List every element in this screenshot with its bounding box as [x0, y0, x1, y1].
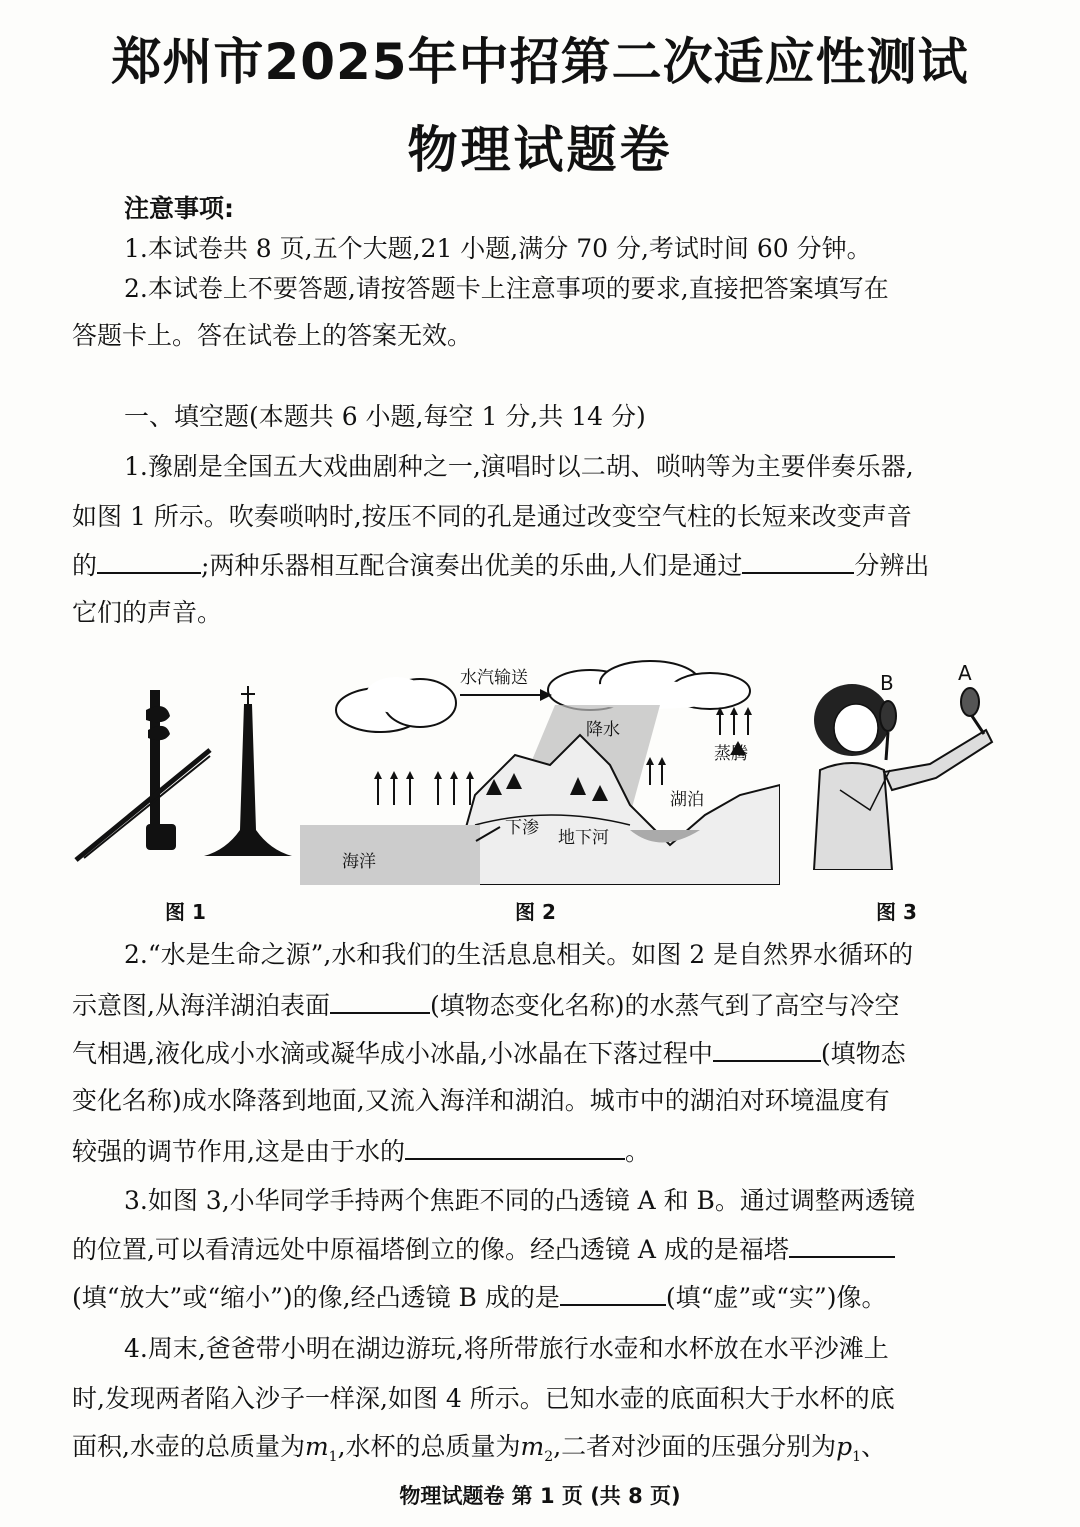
- q1-text-b: ;两种乐器相互配合演奏出优美的乐曲,人们是通过: [201, 551, 743, 580]
- q2-blank-2[interactable]: [713, 1036, 821, 1062]
- notice-item-1: 1.本试卷共 8 页,五个大题,21 小题,满分 70 分,考试时间 60 分钟。: [124, 234, 872, 263]
- q2-blank-1[interactable]: [330, 988, 430, 1014]
- q4-line-2: 时,发现两者陷入沙子一样深,如图 4 所示。已知水壶的底面积大于水杯的底: [72, 1384, 895, 1413]
- notice-item-2-cont: 答题卡上。答在试卷上的答案无效。: [72, 321, 473, 350]
- erhu-icon: [76, 690, 210, 860]
- evap-arrows-sea: [378, 777, 470, 805]
- q4-line-1: 4.周末,爸爸带小明在湖边游玩,将所带旅行水壶和水杯放在水平沙滩上: [124, 1334, 889, 1363]
- fig2-label-lake: 湖泊: [670, 790, 704, 810]
- q4-var-m2-sub: 2: [544, 1449, 554, 1465]
- figure-1-caption: 图 1: [165, 900, 206, 924]
- q4-var-m1: m: [304, 1432, 329, 1461]
- q3-blank-2[interactable]: [560, 1280, 666, 1306]
- figure-3-lenses: [800, 660, 1010, 870]
- q3-blank-1[interactable]: [789, 1232, 895, 1258]
- fig2-label-evaporation: 蒸腾: [714, 744, 748, 764]
- q2-text-d: (填物态: [820, 1039, 906, 1068]
- q4-var-p1-sub: 1: [852, 1449, 862, 1465]
- q1-line-3: [72, 548, 1008, 583]
- figure-2-water-cycle: [300, 655, 780, 885]
- q3-text-c: (填“虚”或“实”)像。: [665, 1283, 887, 1312]
- q1-blank-1[interactable]: [97, 548, 201, 574]
- q1-text-c: 分辨出: [854, 551, 930, 580]
- q2-text-b: (填物态变化名称)的水蒸气到了高空与冷空: [429, 991, 900, 1020]
- q2-text-a: 示意图,从海洋湖泊表面: [72, 991, 330, 1020]
- q3-line-3: [72, 1280, 1008, 1315]
- q4-text-c: ,二者对沙面的压强分别为: [553, 1432, 837, 1461]
- notice-heading: 注意事项:: [124, 194, 234, 223]
- q4-text-a: 面积,水壶的总质量为: [72, 1432, 305, 1461]
- q2-blank-3[interactable]: [405, 1134, 625, 1160]
- q4-var-p1: p: [836, 1432, 853, 1461]
- figure-1-instruments: [70, 680, 300, 870]
- q2-line-4: 变化名称)成水降落到地面,又流入海洋和湖泊。城市中的湖泊对环境温度有: [72, 1086, 890, 1115]
- q3-text-b: (填“放大”或“缩小”)的像,经凸透镜 B 成的是: [72, 1283, 560, 1312]
- figure-2-caption: 图 2: [515, 900, 556, 924]
- figure-3-caption: 图 3: [876, 900, 917, 924]
- ocean-area: [300, 825, 480, 885]
- q1-line-1: 1.豫剧是全国五大戏曲剧种之一,演唱时以二胡、唢呐等为主要伴奏乐器,: [124, 452, 914, 481]
- fig2-label-vapor: 水汽输送: [460, 668, 528, 688]
- fig2-label-precip: 降水: [586, 720, 620, 740]
- notice-item-2: 2.本试卷上不要答题,请按答题卡上注意事项的要求,直接把答案填写在: [124, 274, 889, 303]
- q1-line-4: 它们的声音。: [72, 598, 223, 627]
- q2-text-e: 较强的调节作用,这是由于水的: [72, 1137, 405, 1166]
- q2-line-1: 2.“水是生命之源”,水和我们的生活息息相关。如图 2 是自然界水循环的: [124, 940, 914, 969]
- page-footer: 物理试题卷 第 1 页 (共 8 页): [399, 1484, 681, 1508]
- q2-line-5: [72, 1134, 1008, 1169]
- q3-line-2: [72, 1232, 1008, 1267]
- fig3-label-b: B: [880, 671, 894, 695]
- exam-title: 郑州市2025年中招第二次适应性测试: [111, 33, 969, 91]
- lens-a-icon: [961, 688, 984, 734]
- q2-text-f: 。: [624, 1137, 650, 1166]
- q4-var-m2: m: [520, 1432, 545, 1461]
- suona-icon: [204, 686, 292, 856]
- q2-line-2: [72, 988, 1008, 1023]
- fig2-label-ocean: 海洋: [342, 852, 376, 872]
- cloud-left-icon: [336, 677, 456, 732]
- q2-line-3: [72, 1036, 1008, 1071]
- q2-text-c: 气相遇,液化成小水滴或凝华成小冰晶,小冰晶在下落过程中: [72, 1039, 713, 1068]
- q4-line-3: [72, 1430, 1008, 1474]
- section-1-heading: 一、填空题(本题共 6 小题,每空 1 分,共 14 分): [124, 402, 646, 431]
- fig3-label-a: A: [958, 661, 972, 685]
- fig2-label-seepage: 下渗: [505, 818, 539, 838]
- q4-text-b: ,水杯的总质量为: [337, 1432, 521, 1461]
- q4-text-d: 、: [861, 1432, 887, 1461]
- exam-subtitle: 物理试题卷: [407, 121, 673, 179]
- q1-text-a: 的: [72, 551, 98, 580]
- q1-line-2: 如图 1 所示。吹奏唢呐时,按压不同的孔是通过改变空气柱的长短来改变声音: [72, 502, 912, 531]
- fig2-label-underground: 地下河: [558, 828, 609, 848]
- cloud-right-icon: [548, 661, 750, 710]
- q1-blank-2[interactable]: [742, 548, 854, 574]
- q3-line-1: 3.如图 3,小华同学手持两个焦距不同的凸透镜 A 和 B。通过调整两透镜: [124, 1186, 915, 1215]
- q4-var-m1-sub: 1: [328, 1449, 338, 1465]
- q3-text-a: 的位置,可以看清远处中原福塔倒立的像。经凸透镜 A 成的是福塔: [72, 1235, 789, 1264]
